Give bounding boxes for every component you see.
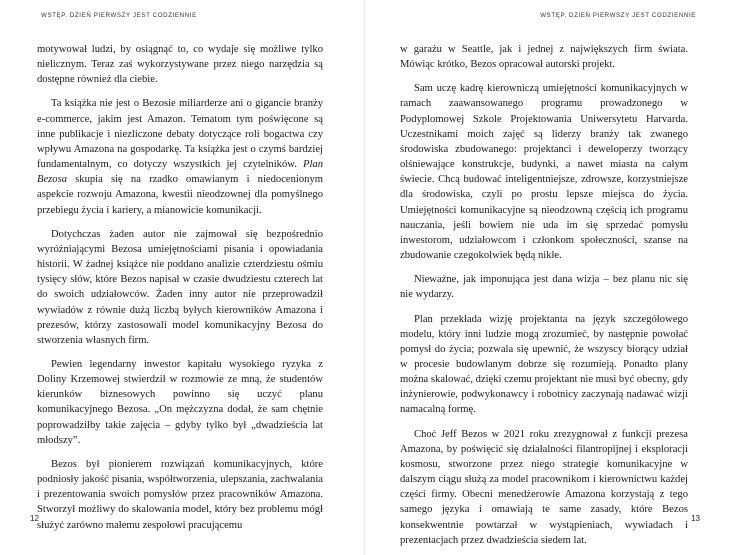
- page-number-left: 12: [30, 514, 39, 523]
- paragraph: Bezos był pionierem rozwiązań komunikacyjnych, które podniosły jakość pisania, współtworzenia, ulepszania, zachwalania i prezentowania swoich pomysłów przez pracowników Amazona. Stworzył możliwy do skalowania model, który bez problemu mógł służyć zarówno małemu zespołowi pracującemu: [37, 458, 323, 531]
- running-head-right: WSTĘP. DZIEŃ PIERWSZY JEST CODZIENNIE: [540, 12, 696, 19]
- paragraph: Dotychczas żaden autor nie zajmował się bezpośrednio wyróżniającymi Bezosa umiejętnościami pisania i opowiadania historii. W żadnej książce nie poddano analizie czterdziestu ośmiu tysięcy słów, które Bezos napisał w czasie dwudziestu czterech lat do swoich udziałowców. Żaden inny autor nie przeprowadził wywiadów z równie dużą liczbą byłych kierowników Amazona i prezesów, którzy zastosowali model komunikacyjny Bezosa do stworzenia własnych firm.: [37, 228, 323, 346]
- running-head-left: WSTĘP. DZIEŃ PIERWSZY JEST CODZIENNIE: [41, 12, 197, 19]
- paragraph: Sam uczę kadrę kierowniczą umiejętności komunikacyjnych w ramach zaawansowanego programu prowadzonego w Podyplomowej Szkole Projektowania Uniwersytetu Harvarda. Uczestnikami moich zajęć są liderzy branży tak zwanego środowiska zbudowanego: projektanci i deweloperzy tworzący olśniewające konstrukcje, budynki, a nawet miasta na całym świecie. Chcą budować inteligentniejsze, zdrowsze, korzystniejsze dla środowiska, czyli po prostu lepsze miejsca do życia. Umiejętności komunikacyjne są nieodzowną częścią ich programu nauczania, jeśli bowiem nie uda im się sprzedać pomysłu inwestorom, udziałowcom i członkom społeczności, szanse na zbudowanie czegokolwiek będą nikłe.: [400, 83, 688, 262]
- paragraph: w garażu w Seattle, jak i jednej z największych firm świata. Mówiąc krótko, Bezos opracował autorski projekt.: [400, 44, 688, 71]
- right-page-body: [400, 42, 688, 548]
- paragraph: motywował ludzi, by osiągnąć to, co wydaje się możliwe tylko nielicznym. Teraz zaś wykorzystywane przez niego narzędzia są dostępne również dla ciebie.: [37, 44, 323, 86]
- right-page: [365, 0, 730, 555]
- paragraph: Plan przekłada wizję projektanta na język szczegółowego modelu, który inni ludzie mogą zrozumieć, by następnie powołać pomysł do życia; pozwala się upewnić, że wszyscy biorący udział w procesie budowlanym dobrze się rozumieją. Ponadto plany można skalować, dzięki czemu projektant nie musi być obecny, gdy inżynierowie, podwykonawcy i robotnicy zaczynają nadawać wizji namacalną formę.: [400, 313, 688, 416]
- left-page-body: [37, 42, 323, 533]
- paragraph: Ta książka nie jest o Bezosie miliarderze ani o gigancie branży e-commerce, jakim jest Amazon. Tematom tym poświęcone są inne publikacje i niezliczone debaty dotyczące roli bogactwa czy wpływu Amazona na gospodarkę. Ta książka jest o czymś bardziej fundamentalnym, co dotyczy wszystkich jej czytelników. Plan Bezosa skupia się na rzadko omawianym i niedocenionym aspekcie rozwoju Amazona, kwestii nieodzownej dla pomyślnego przebiegu życia i kariery, a mianowicie komunikacji.: [37, 98, 323, 216]
- paragraph: Choć Jeff Bezos w 2021 roku zrezygnował z funkcji prezesa Amazona, by poświęcić się działalności filantropijnej i eksploracji kosmosu, stworzone przez niego strategie komunikacyjne w dalszym ciągu służą za model pracownikom i kierownictwu każdej części firmy. Obecni menedżerowie Amazona korzystają z tego samego języka i omawiają te same zasady, które Bezos konsekwentnie powtarzał w wystąpieniach, wywiadach i prezentacjach przez dwadzieścia siedem lat.: [400, 428, 688, 546]
- paragraph: Nieważne, jak imponująca jest dana wizja – bez planu nic się nie wydarzy.: [400, 274, 688, 301]
- paragraph: Pewien legendarny inwestor kapitału wysokiego ryzyka z Doliny Krzemowej stwierdził w rozmowie ze mną, że studentów kierunków biznesowych powinno się uczyć planu komunikacyjnego Bezosa. „On mężczyzna dodał, że sam chętnie poprowadziłby takie zajęcia – gdyby tylko był „dwadzieścia lat młodszy”.: [37, 358, 323, 446]
- page-number-right: 13: [691, 514, 700, 523]
